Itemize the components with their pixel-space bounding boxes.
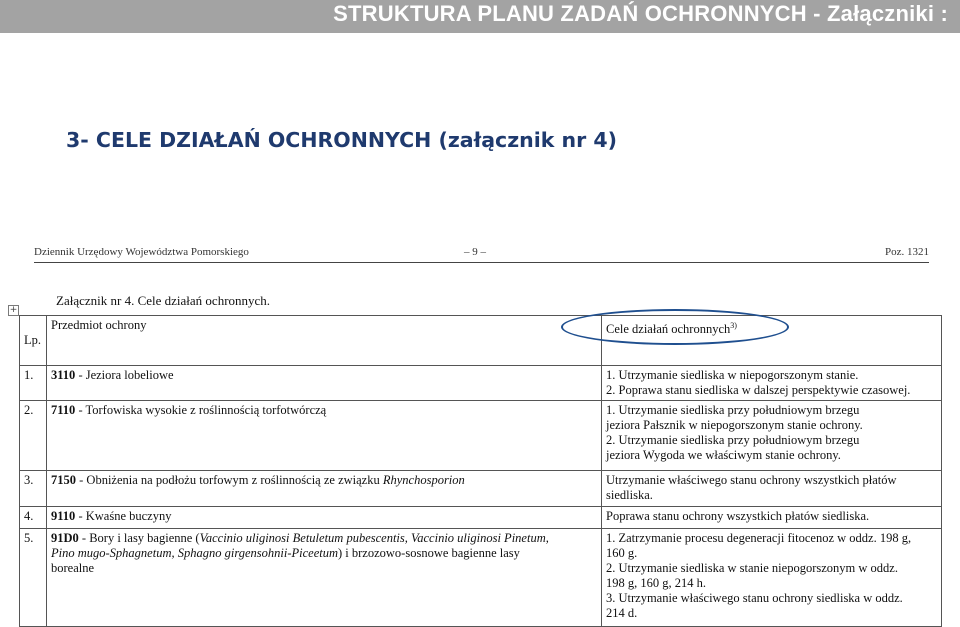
row-subject bbox=[47, 366, 602, 401]
habitat-name: - Obniżenia na podłożu torfowym z roślinnością ze związku Rhynchosporion bbox=[76, 473, 465, 487]
habitat-code: 7150 bbox=[51, 473, 76, 487]
target-line: 160 g. bbox=[606, 546, 638, 560]
row-targets bbox=[602, 529, 942, 627]
target-line: Poprawa stanu ochrony wszystkich płatów siedliska. bbox=[606, 509, 870, 523]
document-header bbox=[34, 246, 929, 260]
target-line: 214 d. bbox=[606, 606, 638, 620]
row-lp: 4. bbox=[20, 507, 47, 529]
habitat-code: 91D0 bbox=[51, 531, 79, 545]
target-line: 2. Utrzymanie siedliska w stanie niepogorszonym w oddz. bbox=[606, 561, 898, 575]
table-row bbox=[20, 507, 942, 529]
subject-line bbox=[51, 368, 597, 383]
habitat-name: - Torfowiska wysokie z roślinnością torfotwórczą bbox=[75, 403, 327, 417]
subject-line bbox=[51, 509, 597, 524]
conservation-goals-table bbox=[19, 315, 942, 627]
target-line: 2. Utrzymanie siedliska przy południowym brzegu bbox=[606, 433, 860, 447]
habitat-name: - Bory i lasy bagienne (Vaccinio uliginosi Betuletum pubescentis, Vaccinio uliginosi Pinetum, bbox=[78, 531, 549, 545]
table-row bbox=[20, 529, 942, 627]
habitat-code: 9110 bbox=[51, 509, 76, 523]
slide-title: STRUKTURA PLANU ZADAŃ OCHRONNYCH - Załączniki : bbox=[333, 1, 948, 26]
target-line: 198 g, 160 g, 214 h. bbox=[606, 576, 706, 590]
column-header-targets-footnote: 3) bbox=[730, 321, 737, 330]
target-line: 1. Zatrzymanie procesu degeneracji fitocenoz w oddz. 198 g, bbox=[606, 531, 912, 545]
target-line: 1. Utrzymanie siedliska w niepogorszonym stanie. bbox=[606, 368, 859, 382]
row-targets bbox=[602, 471, 942, 507]
row-lp: 5. bbox=[20, 529, 47, 627]
habitat-code: 7110 bbox=[51, 403, 76, 417]
table-move-handle-icon[interactable]: + bbox=[9, 305, 18, 315]
column-header-subject: Przedmiot ochrony bbox=[47, 316, 602, 366]
target-line: siedliska. bbox=[606, 488, 653, 502]
column-header-lp: Lp. bbox=[20, 316, 47, 366]
subject-line bbox=[51, 531, 597, 546]
subject-line bbox=[51, 473, 597, 488]
target-line: jeziora Pałsznik w niepogorszonym stanie ochrony. bbox=[606, 418, 863, 432]
table-row bbox=[20, 366, 942, 401]
subject-line bbox=[51, 403, 597, 418]
target-line: jeziora Wygoda we właściwym stanie ochrony. bbox=[606, 448, 841, 462]
document-header-center: – 9 – bbox=[464, 246, 486, 258]
target-line: 2. Poprawa stanu siedliska w dalszej perspektywie czasowej. bbox=[606, 383, 911, 397]
column-header-targets-label: Cele działań ochronnych bbox=[606, 322, 731, 337]
subject-line: Pino mugo-Sphagnetum, Sphagno girgensohnii-Piceetum) i brzozowo-sosnowe bagienne lasy bbox=[51, 546, 520, 560]
row-targets bbox=[602, 401, 942, 471]
row-subject bbox=[47, 471, 602, 507]
subject-line: borealne bbox=[51, 561, 95, 575]
annex-title: Załącznik nr 4. Cele działań ochronnych. bbox=[56, 293, 271, 308]
slide-title-bar bbox=[0, 0, 960, 33]
row-targets bbox=[602, 507, 942, 529]
document-header-rule bbox=[34, 262, 929, 263]
habitat-code: 3110 bbox=[51, 368, 76, 382]
table-row bbox=[20, 401, 942, 471]
highlight-ellipse bbox=[561, 309, 789, 345]
habitat-name: - Jeziora lobeliowe bbox=[75, 368, 174, 382]
table-header-row bbox=[20, 316, 942, 366]
row-subject bbox=[47, 529, 602, 627]
document-header-left: Dziennik Urzędowy Województwa Pomorskiego bbox=[34, 246, 249, 258]
row-lp: 1. bbox=[20, 366, 47, 401]
document-header-right: Poz. 1321 bbox=[885, 246, 929, 258]
row-targets bbox=[602, 366, 942, 401]
habitat-name: - Kwaśne buczyny bbox=[75, 509, 172, 523]
row-subject bbox=[47, 507, 602, 529]
target-line: 3. Utrzymanie właściwego stanu ochrony siedliska w oddz. bbox=[606, 591, 903, 605]
target-line: 1. Utrzymanie siedliska przy południowym brzegu bbox=[606, 403, 860, 417]
slide-heading: 3- CELE DZIAŁAŃ OCHRONNYCH (załącznik nr 4) bbox=[66, 128, 617, 152]
target-line: Utrzymanie właściwego stanu ochrony wszystkich płatów bbox=[606, 473, 897, 487]
row-lp: 2. bbox=[20, 401, 47, 471]
table-row bbox=[20, 471, 942, 507]
row-lp: 3. bbox=[20, 471, 47, 507]
row-subject bbox=[47, 401, 602, 471]
